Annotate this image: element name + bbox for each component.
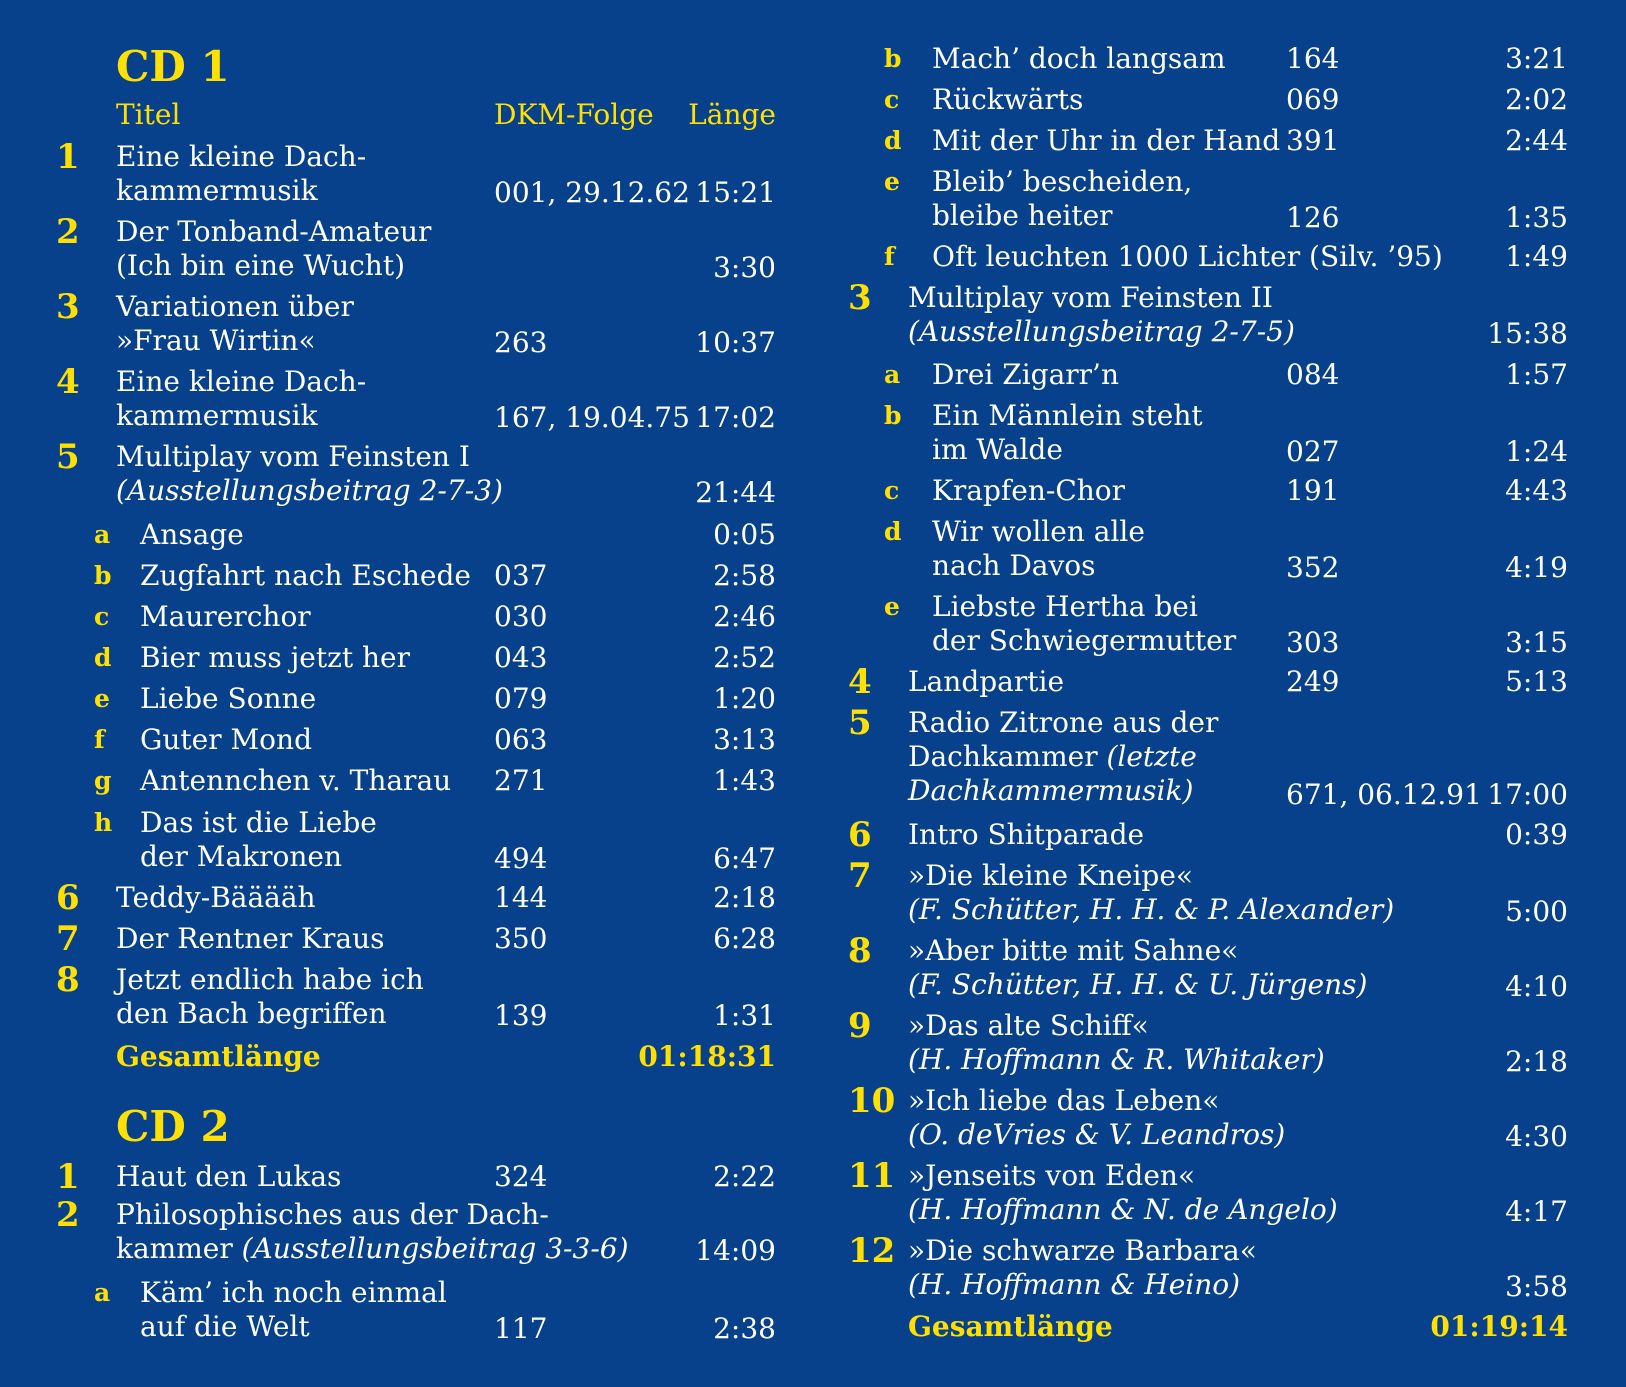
subtrack-length: 3:15 xyxy=(1505,626,1568,659)
track-length: 6:28 xyxy=(713,922,776,955)
subtrack-letter: e xyxy=(884,167,900,196)
track-title: Der Tonband-Amateur (Ich bin eine Wucht) xyxy=(116,215,432,282)
subtrack-title: Das ist die Liebe der Makronen xyxy=(140,806,377,873)
total-label: Gesamtlänge xyxy=(116,1040,321,1073)
track-title: Eine kleine Dach- kammermusik xyxy=(116,140,367,207)
subtrack-letter: b xyxy=(94,561,112,590)
subtrack-title: Ein Männlein steht im Walde xyxy=(932,399,1203,466)
track-number: 10 xyxy=(848,1081,896,1121)
cd1-title: CD 1 xyxy=(116,42,230,91)
track-number: 7 xyxy=(56,919,80,959)
track-code: 350 xyxy=(494,922,548,955)
header-title: Titel xyxy=(116,98,181,131)
track-title: Eine kleine Dach- kammermusik xyxy=(116,365,367,432)
track-number: 12 xyxy=(848,1231,896,1271)
subtrack-letter: c xyxy=(94,602,110,631)
track-code: 139 xyxy=(494,999,548,1032)
track-number: 1 xyxy=(56,137,80,177)
header-code: DKM-Folge xyxy=(494,98,654,131)
track-title: Multiplay vom Feinsten I (Ausstellungsbeitrag 2-7-3) xyxy=(116,440,503,507)
track-title: Jetzt endlich habe ich den Bach begriffen xyxy=(116,963,424,1030)
subtrack-title: Ansage xyxy=(140,518,244,551)
subtrack-letter: c xyxy=(884,476,900,505)
track-title: Philosophisches aus der Dach- kammer (Ausstellungsbeitrag 3-3-6) xyxy=(116,1198,629,1265)
subtrack-title: Zugfahrt nach Eschede xyxy=(140,559,471,592)
subtrack-letter: d xyxy=(94,643,112,672)
subtrack-code: 271 xyxy=(494,764,548,797)
subtrack-length: 1:24 xyxy=(1505,435,1568,468)
track-code: 144 xyxy=(494,881,548,914)
track-number: 4 xyxy=(56,362,80,402)
track-length: 14:09 xyxy=(695,1234,776,1267)
track-title: Multiplay vom Feinsten II (Ausstellungsbeitrag 2-7-5) xyxy=(908,281,1295,348)
subtrack-code: 030 xyxy=(494,600,548,633)
track-code: 324 xyxy=(494,1160,548,1193)
subtrack-code: 303 xyxy=(1286,626,1340,659)
subtrack-title: Wir wollen alle nach Davos xyxy=(932,515,1145,582)
subtrack-letter: h xyxy=(94,808,113,837)
track-length: 3:30 xyxy=(713,251,776,284)
subtrack-title: Krapfen-Chor xyxy=(932,474,1126,507)
subtrack-length: 0:05 xyxy=(713,518,776,551)
subtrack-length: 2:58 xyxy=(713,559,776,592)
subtrack-letter: a xyxy=(94,1278,111,1307)
subtrack-code: 084 xyxy=(1286,358,1340,391)
subtrack-title: Bleib’ bescheiden, bleibe heiter xyxy=(932,165,1193,232)
total-length: 01:19:14 xyxy=(1430,1310,1568,1343)
subtrack-code: 027 xyxy=(1286,435,1340,468)
subtrack-code: 079 xyxy=(494,682,548,715)
track-title: Haut den Lukas xyxy=(116,1160,342,1193)
track-title: »Das alte Schiff« (H. Hoffmann & R. Whitaker) xyxy=(908,1009,1325,1076)
subtrack-title: Maurerchor xyxy=(140,600,311,633)
track-length: 17:02 xyxy=(695,401,776,434)
track-number: 7 xyxy=(848,856,872,896)
track-number: 2 xyxy=(56,212,80,252)
subtrack-title: Käm’ ich noch einmal auf die Welt xyxy=(140,1276,447,1343)
track-title: »Die kleine Kneipe« (F. Schütter, H. H. & P. Alexander) xyxy=(908,859,1395,926)
subtrack-title: Oft leuchten 1000 Lichter (Silv. ’95) xyxy=(932,240,1443,273)
subtrack-letter: d xyxy=(884,517,902,546)
track-title: »Ich liebe das Leben« (O. deVries & V. Leandros) xyxy=(908,1084,1286,1151)
track-length: 3:58 xyxy=(1505,1270,1568,1303)
subtrack-title: Rückwärts xyxy=(932,83,1084,116)
subtrack-title: Liebe Sonne xyxy=(140,682,317,715)
track-title: Radio Zitrone aus der Dachkammer (letzte Dachkammermusik) xyxy=(908,706,1219,807)
track-length: 21:44 xyxy=(695,476,776,509)
subtrack-length: 2:02 xyxy=(1505,83,1568,116)
track-code: 167, 19.04.75 xyxy=(494,401,690,434)
subtrack-length: 2:38 xyxy=(713,1312,776,1345)
track-title: Teddy-Bääääh xyxy=(116,881,316,914)
track-length: 4:30 xyxy=(1505,1120,1568,1153)
subtrack-code: 494 xyxy=(494,842,548,875)
track-number: 4 xyxy=(848,662,872,702)
subtrack-title: Mach’ doch langsam xyxy=(932,42,1226,75)
track-length: 10:37 xyxy=(695,326,776,359)
track-length: 4:17 xyxy=(1505,1195,1568,1228)
subtrack-title: Liebste Hertha bei der Schwiegermutter xyxy=(932,590,1237,657)
header-length: Länge xyxy=(688,98,776,131)
track-number: 6 xyxy=(56,878,80,918)
track-length: 0:39 xyxy=(1505,818,1568,851)
track-number: 1 xyxy=(56,1157,80,1197)
track-title: »Die schwarze Barbara« (H. Hoffmann & Heino) xyxy=(908,1234,1257,1301)
track-length: 2:22 xyxy=(713,1160,776,1193)
track-title: Intro Shitparade xyxy=(908,818,1145,851)
track-length: 15:38 xyxy=(1487,317,1568,350)
subtrack-title: Mit der Uhr in der Hand xyxy=(932,124,1281,157)
total-label: Gesamtlänge xyxy=(908,1310,1113,1343)
subtrack-length: 3:21 xyxy=(1505,42,1568,75)
subtrack-letter: e xyxy=(94,684,110,713)
subtrack-length: 4:19 xyxy=(1505,551,1568,584)
subtrack-letter: a xyxy=(94,520,111,549)
track-number: 2 xyxy=(56,1195,80,1235)
subtrack-code: 352 xyxy=(1286,551,1340,584)
track-code: 249 xyxy=(1286,665,1340,698)
track-length: 15:21 xyxy=(695,176,776,209)
subtrack-length: 1:35 xyxy=(1505,201,1568,234)
subtrack-code: 164 xyxy=(1286,42,1340,75)
track-length: 17:00 xyxy=(1487,778,1568,811)
track-title: »Aber bitte mit Sahne« (F. Schütter, H. H. & U. Jürgens) xyxy=(908,934,1368,1001)
subtrack-code: 069 xyxy=(1286,83,1340,116)
cd2-title: CD 2 xyxy=(116,1102,230,1151)
track-title: Landpartie xyxy=(908,665,1065,698)
track-title: »Jenseits von Eden« (H. Hoffmann & N. de Angelo) xyxy=(908,1159,1338,1226)
subtrack-length: 2:44 xyxy=(1505,124,1568,157)
subtrack-code: 063 xyxy=(494,723,548,756)
track-number: 5 xyxy=(56,437,80,477)
track-length: 4:10 xyxy=(1505,970,1568,1003)
track-code: 001, 29.12.62 xyxy=(494,176,690,209)
subtrack-length: 2:52 xyxy=(713,641,776,674)
subtrack-code: 391 xyxy=(1286,124,1340,157)
track-number: 9 xyxy=(848,1006,872,1046)
subtrack-letter: b xyxy=(884,44,902,73)
track-title: Variationen über »Frau Wirtin« xyxy=(116,290,354,357)
subtrack-length: 1:43 xyxy=(713,764,776,797)
track-number: 8 xyxy=(848,931,872,971)
subtrack-letter: d xyxy=(884,126,902,155)
subtrack-letter: e xyxy=(884,592,900,621)
track-length: 5:13 xyxy=(1505,665,1568,698)
subtrack-length: 3:13 xyxy=(713,723,776,756)
subtrack-title: Antennchen v. Tharau xyxy=(140,764,452,797)
subtrack-code: 043 xyxy=(494,641,548,674)
track-code: 671, 06.12.91 xyxy=(1286,778,1482,811)
subtrack-title: Bier muss jetzt her xyxy=(140,641,411,674)
subtrack-letter: f xyxy=(94,725,105,754)
track-number: 5 xyxy=(848,703,872,743)
subtrack-letter: f xyxy=(884,242,895,271)
subtrack-length: 1:20 xyxy=(713,682,776,715)
subtrack-title: Drei Zigarr’n xyxy=(932,358,1119,391)
subtrack-length: 4:43 xyxy=(1505,474,1568,507)
subtrack-letter: a xyxy=(884,360,901,389)
track-length: 2:18 xyxy=(1505,1045,1568,1078)
track-title: Der Rentner Kraus xyxy=(116,922,385,955)
track-length: 5:00 xyxy=(1505,895,1568,928)
track-length: 2:18 xyxy=(713,881,776,914)
subtrack-length: 2:46 xyxy=(713,600,776,633)
subtrack-code: 037 xyxy=(494,559,548,592)
subtrack-letter: b xyxy=(884,401,902,430)
subtrack-length: 1:49 xyxy=(1505,240,1568,273)
track-number: 8 xyxy=(56,960,80,1000)
subtrack-title: Guter Mond xyxy=(140,723,312,756)
subtrack-code: 117 xyxy=(494,1312,548,1345)
track-code: 263 xyxy=(494,326,548,359)
track-number: 6 xyxy=(848,815,872,855)
subtrack-code: 191 xyxy=(1286,474,1340,507)
total-length: 01:18:31 xyxy=(638,1040,776,1073)
subtrack-letter: c xyxy=(884,85,900,114)
track-length: 1:31 xyxy=(713,999,776,1032)
track-number: 3 xyxy=(56,287,80,327)
subtrack-length: 6:47 xyxy=(713,842,776,875)
subtrack-length: 1:57 xyxy=(1505,358,1568,391)
track-number: 11 xyxy=(848,1156,896,1196)
subtrack-letter: g xyxy=(94,766,112,795)
track-number: 3 xyxy=(848,278,872,318)
subtrack-code: 126 xyxy=(1286,201,1340,234)
